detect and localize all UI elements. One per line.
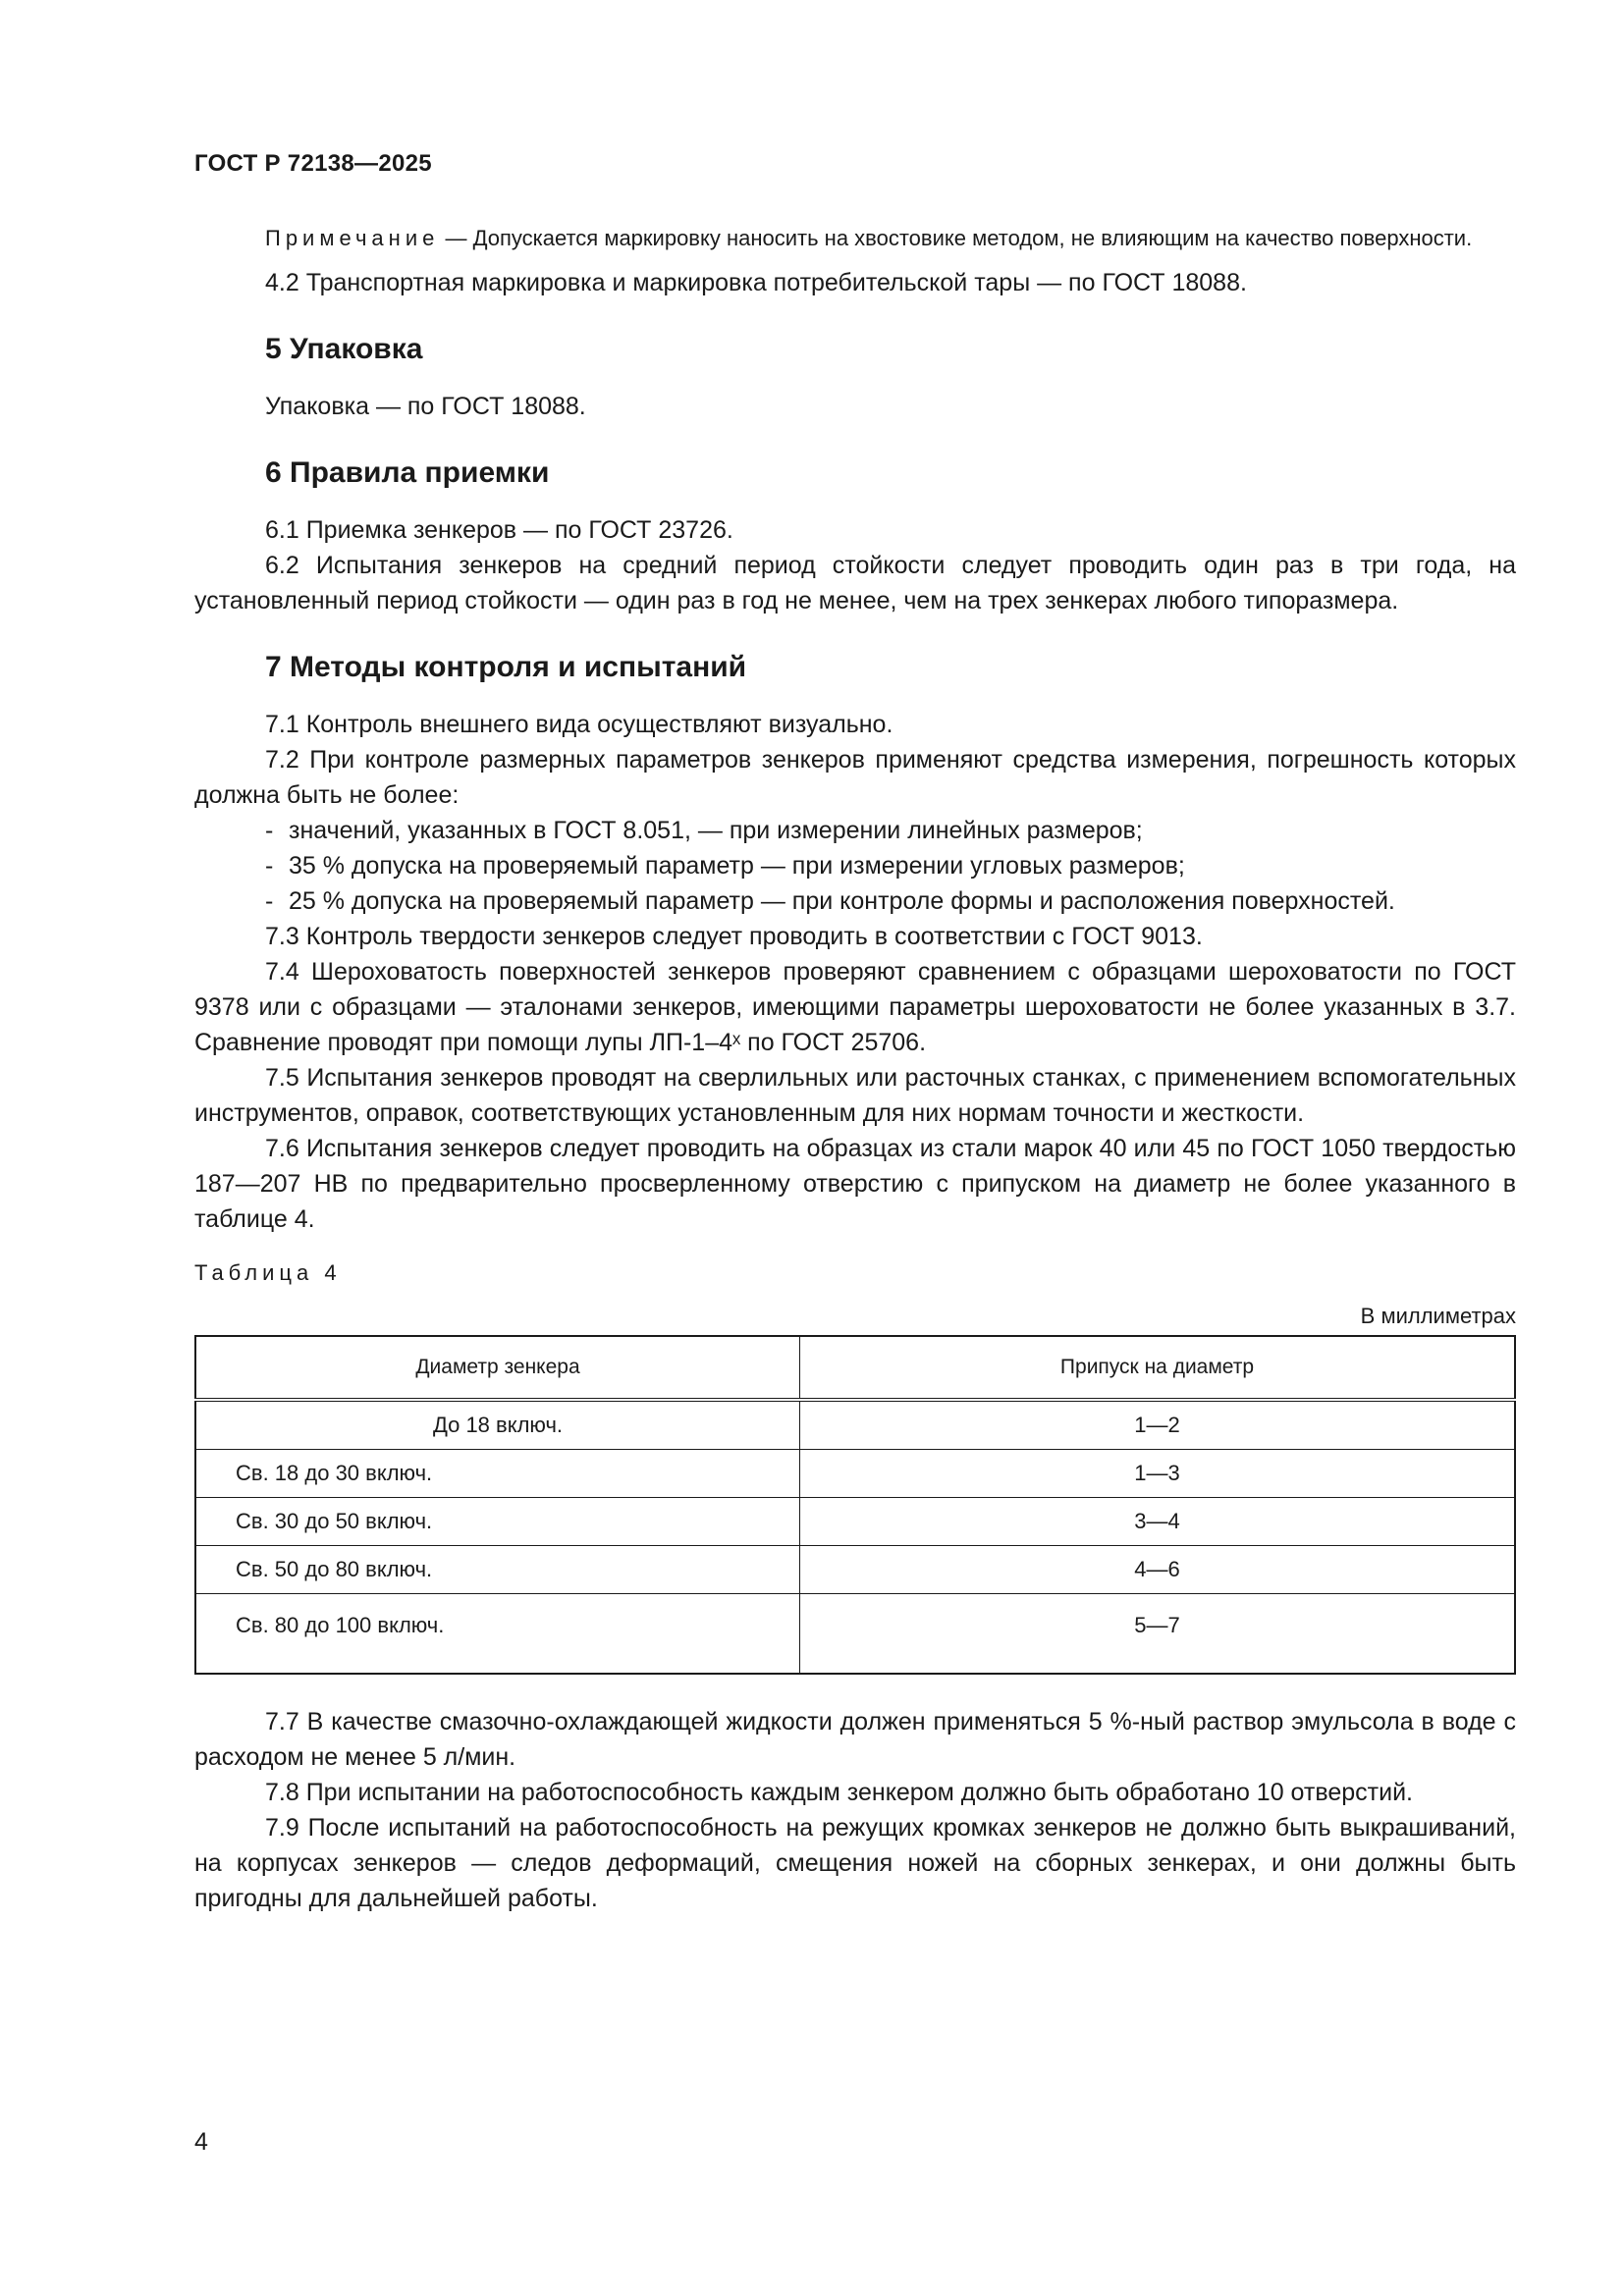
table-cell: 5—7: [800, 1594, 1516, 1675]
paragraph-6-2: 6.2 Испытания зенкеров на средний период стойкости следует проводить один раз в три года, на установленный период стойкости — один раз в год не менее, чем на трех зенкерах любого типоразмера.: [194, 552, 1516, 614]
paragraph-7-9: 7.9 После испытаний на работоспособность на режущих кромках зенкеров не должно быть выкрашиваний, на корпусах зенкеров — следов деформаций, смещения ножей на сборных зенкерах, и они должны быть пригодны для дальнейшей работы.: [194, 1814, 1516, 1912]
paragraph-7-7: 7.7 В качестве смазочно-охлаждающей жидкости должен применяться 5 %-ный раствор эмульсола в воде с расходом не менее 5 л/мин.: [194, 1708, 1516, 1771]
table-cell: 1—2: [800, 1400, 1516, 1450]
list-item: - 25 % допуска на проверяемый параметр — при контроле формы и расположения поверхностей.: [265, 887, 1395, 915]
paragraph-7-5: 7.5 Испытания зенкеров проводят на сверлильных или расточных станках, с применением вспомогательных инструментов, оправок, соответствующих установленным для них нормам точности и жесткости.: [194, 1064, 1516, 1127]
table-cell: Св. 50 до 80 включ.: [195, 1546, 800, 1594]
table-units: В миллиметрах: [1360, 1304, 1516, 1328]
paragraph-5: Упаковка — по ГОСТ 18088.: [265, 393, 586, 420]
page-number: 4: [194, 2128, 208, 2156]
paragraph-7-6: 7.6 Испытания зенкеров следует проводить на образцах из стали марок 40 или 45 по ГОСТ 1050 твердостью 187—207 НВ по предварительно просверленному отверстию с припуском на диаметр не более указанного в таблице 4.: [194, 1135, 1516, 1233]
table-cell: 1—3: [800, 1450, 1516, 1498]
table-caption: Таблица 4: [194, 1260, 342, 1285]
table-row: [195, 1450, 1515, 1498]
table-row: [195, 1546, 1515, 1594]
list-item: - 35 % допуска на проверяемый параметр — при измерении угловых размеров;: [265, 852, 1185, 880]
table-header-row: [195, 1336, 1515, 1400]
page-content: [194, 222, 1516, 1916]
table-cell: Св. 30 до 50 включ.: [195, 1498, 800, 1546]
table-cell: 3—4: [800, 1498, 1516, 1546]
note-label: Примечание: [265, 226, 440, 250]
table-4: [194, 1335, 1516, 1675]
paragraph-6-1: 6.1 Приемка зенкеров — по ГОСТ 23726.: [265, 516, 733, 544]
section-6-title: 6 Правила приемки: [265, 456, 550, 489]
table-header-cell: Диаметр зенкера: [195, 1336, 800, 1400]
paragraph-7-1: 7.1 Контроль внешнего вида осуществляют визуально.: [265, 711, 893, 738]
table-row: [195, 1594, 1515, 1675]
paragraph-7-8: 7.8 При испытании на работоспособность каждым зенкером должно быть обработано 10 отверстий.: [265, 1779, 1413, 1806]
paragraph-7-3: 7.3 Контроль твердости зенкеров следует проводить в соответствии с ГОСТ 9013.: [265, 923, 1203, 950]
document-header: ГОСТ Р 72138—2025: [194, 150, 432, 177]
list-item: - значений, указанных в ГОСТ 8.051, — при измерении линейных размеров;: [265, 817, 1143, 844]
paragraph-4-2: 4.2 Транспортная маркировка и маркировка потребительской тары — по ГОСТ 18088.: [265, 269, 1247, 296]
note: [194, 222, 1516, 255]
paragraph-7-2: 7.2 При контроле размерных параметров зенкеров применяют средства измерения, погрешность которых должна быть не более:: [194, 746, 1516, 809]
paragraph-7-4: 7.4 Шероховатость поверхностей зенкеров проверяют сравнением с образцами шероховатости по ГОСТ 9378 или с образцами — эталонами зенкеров, имеющими параметры шероховатости не более указанных в 3.7. Сравнение проводят при помощи лупы ЛП-1–4ˣ по ГОСТ 25706.: [194, 958, 1516, 1056]
table-cell: Св. 80 до 100 включ.: [195, 1594, 800, 1675]
section-5-title: 5 Упаковка: [265, 333, 423, 365]
table-cell: Св. 18 до 30 включ.: [195, 1450, 800, 1498]
section-7-title: 7 Методы контроля и испытаний: [265, 651, 747, 683]
note-text: — Допускается маркировку наносить на хвостовике методом, не влияющим на качество поверхности.: [439, 226, 1473, 250]
table-header-cell: Припуск на диаметр: [800, 1336, 1516, 1400]
table-cell: До 18 включ.: [195, 1400, 800, 1450]
table-cell: 4—6: [800, 1546, 1516, 1594]
table-row: [195, 1400, 1515, 1450]
table-row: [195, 1498, 1515, 1546]
